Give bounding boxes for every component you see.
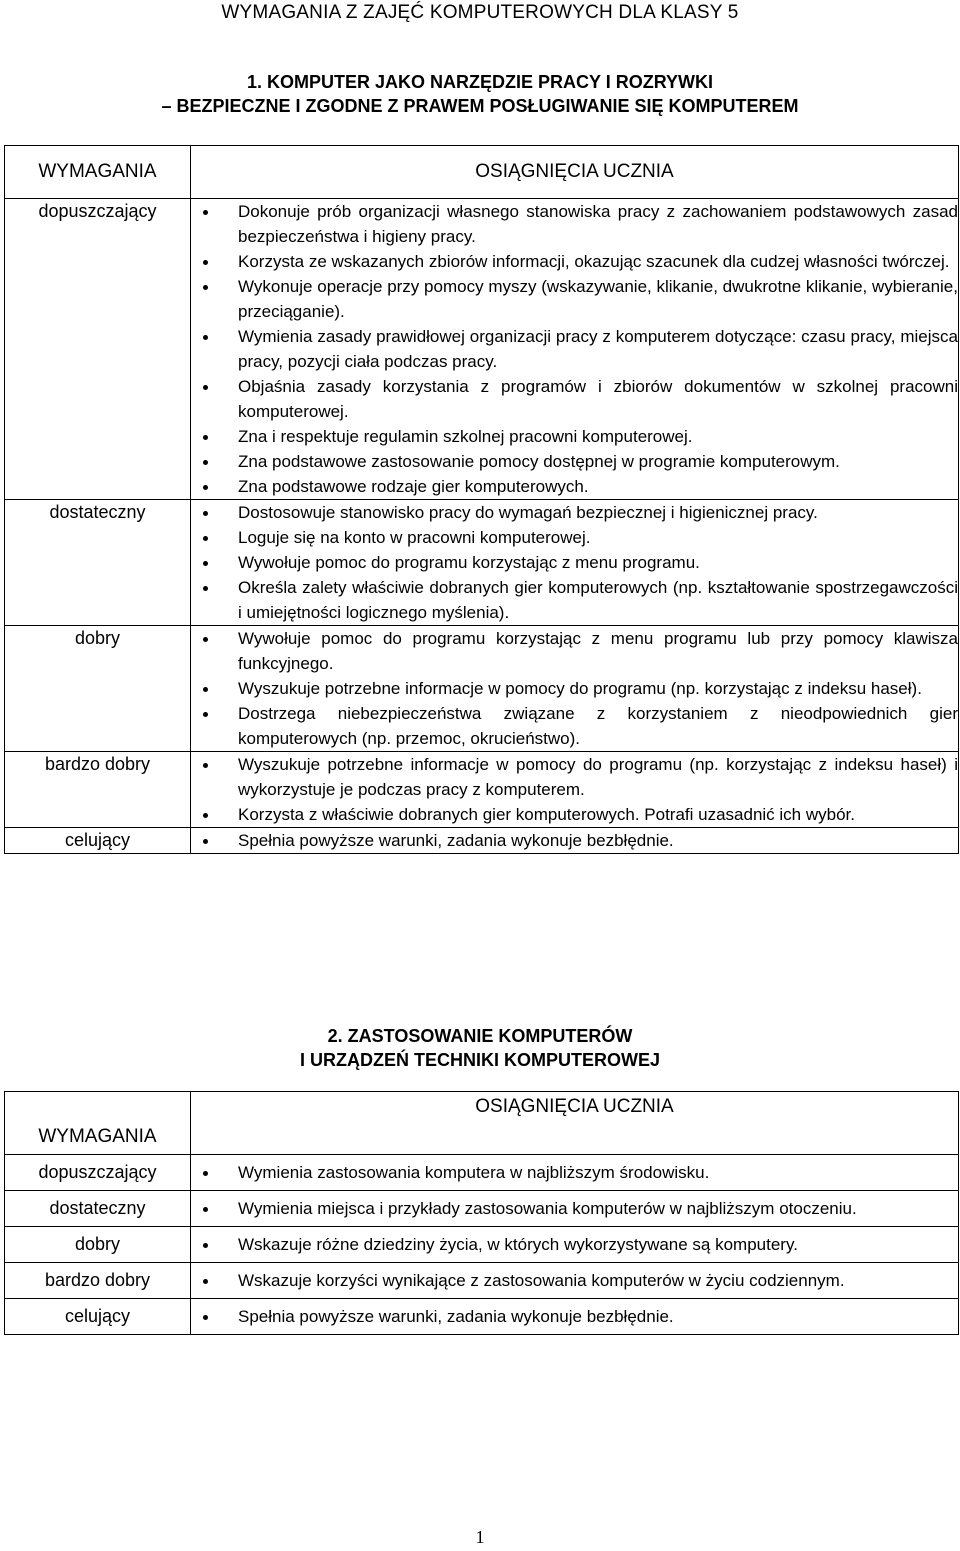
achievement-item: [191, 500, 958, 525]
bullet-icon: [203, 813, 208, 818]
bullet-icon: [203, 1315, 208, 1320]
achievements-header: OSIĄGNIĘCIA UCZNIA: [191, 1092, 959, 1155]
bullet-icon: [203, 210, 208, 215]
section-2-title-line-1: 2. ZASTOSOWANIE KOMPUTERÓW: [327, 1026, 633, 1046]
section-2-title-line-2: I URZĄDZEŃ TECHNIKI KOMPUTEROWEJ: [300, 1050, 660, 1070]
grade-level: dostateczny: [5, 1191, 191, 1227]
achievement-item: [191, 701, 958, 751]
section-2-header-row: [5, 1092, 959, 1155]
achievement-item: [191, 828, 958, 853]
achievement-item: [191, 274, 958, 324]
achievement-text: Loguje się na konto w pracowni komputerowej.: [238, 528, 591, 547]
achievement-item: [191, 1304, 958, 1329]
bullet-icon: [203, 763, 208, 768]
achievement-text: Dostosowuje stanowisko pracy do wymagań bezpiecznej i higienicznej pracy.: [238, 503, 818, 522]
achievement-item: [191, 1232, 958, 1257]
requirement-row: [5, 1299, 959, 1335]
requirement-row: [5, 1191, 959, 1227]
achievement-list: [191, 828, 958, 853]
achievement-item: [191, 626, 958, 676]
achievement-item: [191, 525, 958, 550]
achievement-item: [191, 474, 958, 499]
achievement-item: [191, 424, 958, 449]
achievement-text: Wymienia zasady prawidłowej organizacji pracy z komputerem dotyczące: czasu pracy, miejsca pracy, pozycji ciała podczas pracy.: [238, 327, 958, 371]
section-2-table: [4, 1091, 959, 1335]
bullet-icon: [203, 1171, 208, 1176]
bullet-icon: [203, 586, 208, 591]
achievement-text: Wymienia zastosowania komputera w najbliższym środowisku.: [238, 1163, 710, 1182]
requirement-row: [5, 626, 959, 752]
achievement-text: Zna i respektuje regulamin szkolnej pracowni komputerowej.: [238, 427, 693, 446]
achievement-item: [191, 449, 958, 474]
requirements-header: WYMAGANIA: [5, 1092, 191, 1155]
section-1-table: [4, 145, 959, 854]
requirement-row: [5, 1263, 959, 1299]
grade-level: dostateczny: [5, 500, 191, 626]
achievement-list: [191, 500, 958, 625]
grade-level: dopuszczający: [5, 1155, 191, 1191]
requirement-row: [5, 752, 959, 828]
achievement-item: [191, 374, 958, 424]
achievement-text: Wyszukuje potrzebne informacje w pomocy do programu (np. korzystając z indeksu haseł) i wykorzystuje je podczas pracy z komputerem.: [238, 755, 958, 799]
bullet-icon: [203, 260, 208, 265]
grade-level: dobry: [5, 1227, 191, 1263]
achievements-cell: [191, 1155, 959, 1191]
achievement-text: Określa zalety właściwie dobranych gier komputerowych (np. kształtowanie spostrzegawczości i umiejętności logicznego myślenia).: [238, 578, 958, 622]
requirement-row: [5, 199, 959, 500]
achievement-text: Korzysta z właściwie dobranych gier komputerowych. Potrafi uzasadnić ich wybór.: [238, 805, 855, 824]
bullet-icon: [203, 285, 208, 290]
requirement-row: [5, 1227, 959, 1263]
achievement-list: [191, 1268, 958, 1293]
bullet-icon: [203, 637, 208, 642]
achievements-cell: [191, 752, 959, 828]
bullet-icon: [203, 1207, 208, 1212]
achievements-cell: [191, 1227, 959, 1263]
achievement-item: [191, 199, 958, 249]
section-2-title: [0, 1024, 960, 1072]
bullet-icon: [203, 1243, 208, 1248]
achievement-text: Dokonuje prób organizacji własnego stanowiska pracy z zachowaniem podstawowych zasad bezpieczeństwa i higieny pracy.: [238, 202, 958, 246]
bullet-icon: [203, 485, 208, 490]
achievement-text: Korzysta ze wskazanych zbiorów informacji, okazując szacunek dla cudzej własności twórczej.: [238, 252, 950, 271]
achievement-text: Wymienia miejsca i przykłady zastosowania komputerów w najbliższym otoczeniu.: [238, 1199, 857, 1218]
achievement-item: [191, 802, 958, 827]
bullet-icon: [203, 1279, 208, 1284]
achievement-text: Spełnia powyższe warunki, zadania wykonuje bezbłędnie.: [238, 1307, 674, 1326]
achievement-text: Zna podstawowe rodzaje gier komputerowych.: [238, 477, 589, 496]
achievement-text: Objaśnia zasady korzystania z programów i zbiorów dokumentów w szkolnej pracowni komputerowej.: [238, 377, 958, 421]
grade-level: dobry: [5, 626, 191, 752]
achievement-text: Zna podstawowe zastosowanie pomocy dostępnej w programie komputerowym.: [238, 452, 840, 471]
achievement-item: [191, 324, 958, 374]
achievements-cell: [191, 828, 959, 854]
bullet-icon: [203, 561, 208, 566]
section-1-header-row: [5, 146, 959, 199]
achievement-list: [191, 1232, 958, 1257]
section-1-title-line-1: 1. KOMPUTER JAKO NARZĘDZIE PRACY I ROZRYWKI: [246, 72, 714, 92]
achievement-text: Dostrzega niebezpieczeństwa związane z korzystaniem z nieodpowiednich gier komputerowych (np. przemoc, okrucieństwo).: [238, 704, 958, 748]
achievement-text: Wywołuje pomoc do programu korzystając z menu programu.: [238, 553, 700, 572]
grade-level: bardzo dobry: [5, 752, 191, 828]
page-header: WYMAGANIA Z ZAJĘĆ KOMPUTEROWYCH DLA KLASY 5: [221, 2, 739, 23]
achievement-list: [191, 1160, 958, 1185]
bullet-icon: [203, 335, 208, 340]
achievement-list: [191, 1196, 958, 1221]
grade-level: bardzo dobry: [5, 1263, 191, 1299]
achievements-cell: [191, 500, 959, 626]
grade-level: celujący: [5, 1299, 191, 1335]
achievement-list: [191, 199, 958, 499]
section-1-title-line-2: – BEZPIECZNE I ZGODNE Z PRAWEM POSŁUGIWANIE SIĘ KOMPUTEREM: [161, 96, 799, 116]
achievement-item: [191, 575, 958, 625]
achievement-item: [191, 249, 958, 274]
achievements-header: OSIĄGNIĘCIA UCZNIA: [191, 146, 959, 199]
section-1-table-body: [5, 199, 959, 854]
achievement-item: [191, 676, 958, 701]
bullet-icon: [203, 839, 208, 844]
achievement-item: [191, 752, 958, 802]
page-number: 1: [475, 1527, 485, 1547]
achievement-item: [191, 1160, 958, 1185]
achievement-list: [191, 752, 958, 827]
achievements-cell: [191, 1263, 959, 1299]
achievements-cell: [191, 199, 959, 500]
achievement-text: Wywołuje pomoc do programu korzystając z menu programu lub przy pomocy klawisza funkcyjnego.: [238, 629, 958, 673]
achievement-item: [191, 550, 958, 575]
achievement-text: Wskazuje różne dziedziny życia, w których wykorzystywane są komputery.: [238, 1235, 798, 1254]
achievements-cell: [191, 626, 959, 752]
bullet-icon: [203, 687, 208, 692]
requirement-row: [5, 828, 959, 854]
achievement-item: [191, 1196, 958, 1221]
achievements-cell: [191, 1299, 959, 1335]
grade-level: dopuszczający: [5, 199, 191, 500]
requirements-header: WYMAGANIA: [5, 146, 191, 199]
bullet-icon: [203, 435, 208, 440]
bullet-icon: [203, 712, 208, 717]
achievement-list: [191, 626, 958, 751]
achievement-text: Wskazuje korzyści wynikające z zastosowania komputerów w życiu codziennym.: [238, 1271, 845, 1290]
requirement-row: [5, 1155, 959, 1191]
section-2-table-body: [5, 1155, 959, 1335]
bullet-icon: [203, 460, 208, 465]
section-1-title: [0, 70, 960, 118]
achievement-list: [191, 1304, 958, 1329]
achievement-text: Wyszukuje potrzebne informacje w pomocy do programu (np. korzystając z indeksu haseł).: [238, 679, 922, 698]
grade-level: celujący: [5, 828, 191, 854]
achievement-text: Wykonuje operacje przy pomocy myszy (wskazywanie, klikanie, dwukrotne klikanie, wybieranie, przeciąganie).: [238, 277, 958, 321]
achievement-item: [191, 1268, 958, 1293]
bullet-icon: [203, 536, 208, 541]
bullet-icon: [203, 511, 208, 516]
requirement-row: [5, 500, 959, 626]
achievements-cell: [191, 1191, 959, 1227]
bullet-icon: [203, 385, 208, 390]
achievement-text: Spełnia powyższe warunki, zadania wykonuje bezbłędnie.: [238, 831, 674, 850]
